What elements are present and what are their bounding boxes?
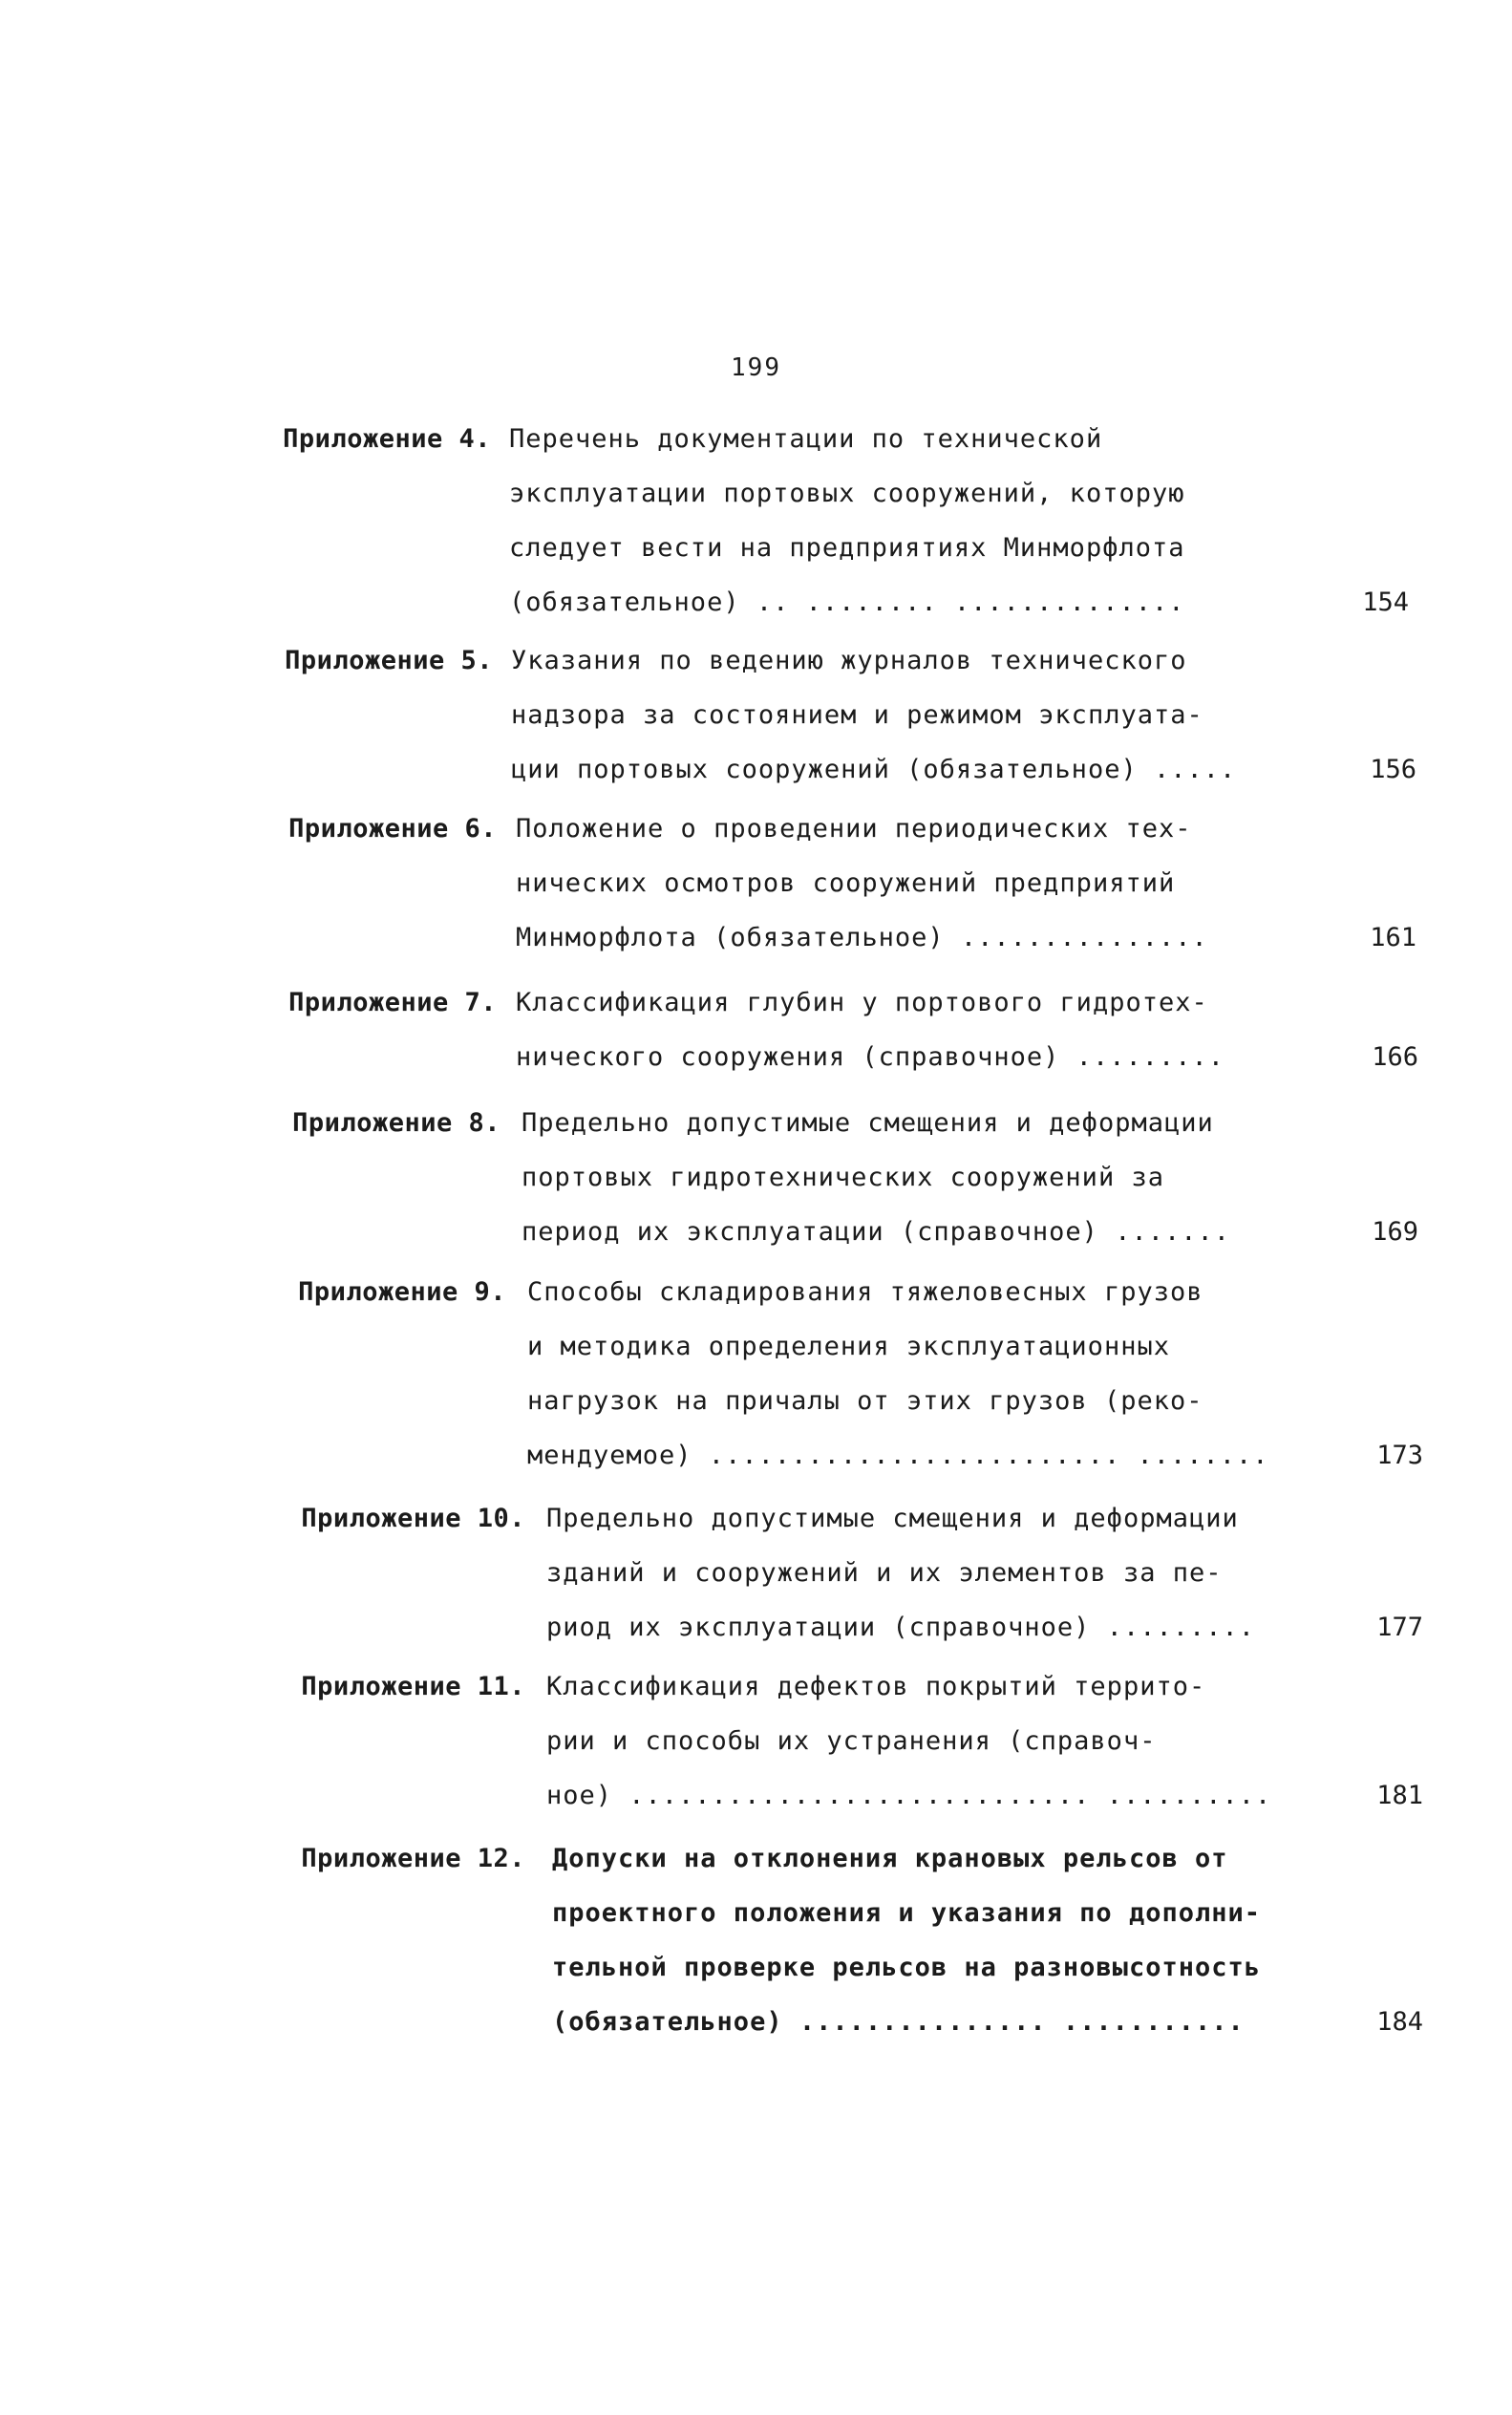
entry-line: мендуемое) ......................... ........ <box>527 1441 1269 1470</box>
entry-page: 173 <box>1376 1441 1423 1470</box>
entry-line: эксплуатации портовых сооружений, которую <box>509 479 1185 508</box>
entry-line: Предельно допустимые смещения и деформации <box>522 1108 1214 1138</box>
entry-line: нического сооружения (справочное) ......... <box>516 1042 1225 1072</box>
entry-line: ции портовых сооружений (обязательное) ..... <box>511 755 1237 784</box>
entry-page: 184 <box>1376 2007 1423 2037</box>
appendix-label: Приложение 7. <box>288 988 497 1017</box>
appendix-label: Приложение 10. <box>301 1504 525 1533</box>
entry-page: 169 <box>1372 1217 1418 1247</box>
entry-line: рии и способы их устранения (справоч- <box>546 1726 1157 1756</box>
entry-line: Классификация дефектов покрытий террито- <box>546 1672 1206 1701</box>
entry-line: Способы складирования тяжеловесных грузов <box>527 1277 1203 1307</box>
entry-page: 177 <box>1376 1613 1423 1642</box>
entry-page: 161 <box>1370 923 1416 952</box>
entry-line: ное) ............................ .......... <box>546 1781 1272 1810</box>
entry-line: Классификация глубин у портового гидротех- <box>516 988 1208 1017</box>
appendix-label: Приложение 8. <box>292 1108 500 1138</box>
entry-line: тельной проверке рельсов на разновысотность <box>552 1953 1261 1982</box>
entry-page: 181 <box>1376 1781 1423 1810</box>
entry-line: риод их эксплуатации (справочное) ......... <box>546 1613 1255 1642</box>
entry-line: надзора за состоянием и режимом эксплуата- <box>511 700 1203 730</box>
entry-page: 154 <box>1362 588 1409 617</box>
entry-line: и методика определения эксплуатационных <box>527 1332 1170 1361</box>
entry-line: (обязательное) .. ........ .............. <box>509 588 1185 617</box>
entry-line: Указания по ведению журналов технического <box>511 646 1187 675</box>
entry-line: нагрузок на причалы от этих грузов (реко- <box>527 1386 1203 1416</box>
entry-line: нических осмотров сооружений предприятий <box>516 868 1176 898</box>
entry-line: период их эксплуатации (справочное) ....... <box>522 1217 1230 1247</box>
entry-line: следует вести на предприятиях Минморфлота <box>509 533 1185 563</box>
appendix-label: Приложение 5. <box>285 646 493 675</box>
appendix-label: Приложение 12. <box>301 1844 525 1873</box>
entry-line: Предельно допустимые смещения и деформации <box>546 1504 1239 1533</box>
entry-line: Перечень документации по технической <box>509 424 1103 454</box>
appendix-label: Приложение 4. <box>283 424 491 454</box>
entry-page: 156 <box>1370 755 1416 784</box>
entry-page: 166 <box>1372 1042 1418 1072</box>
appendix-label: Приложение 11. <box>301 1672 525 1701</box>
appendix-label: Приложение 9. <box>298 1277 506 1307</box>
appendix-label: Приложение 6. <box>288 814 497 844</box>
entry-line: зданий и сооружений и их элементов за пе- <box>546 1558 1223 1588</box>
entry-line: Положение о проведении периодических тех- <box>516 814 1192 844</box>
entry-line: проектного положения и указания по дополни- <box>552 1898 1261 1928</box>
entry-line: (обязательное) ............... ........... <box>552 2007 1245 2037</box>
entry-line: Минморфлота (обязательное) ............... <box>516 923 1208 952</box>
entry-line: Допуски на отклонения крановых рельсов от <box>552 1844 1228 1873</box>
page-number: 199 <box>731 353 781 382</box>
entry-line: портовых гидротехнических сооружений за <box>522 1163 1164 1192</box>
